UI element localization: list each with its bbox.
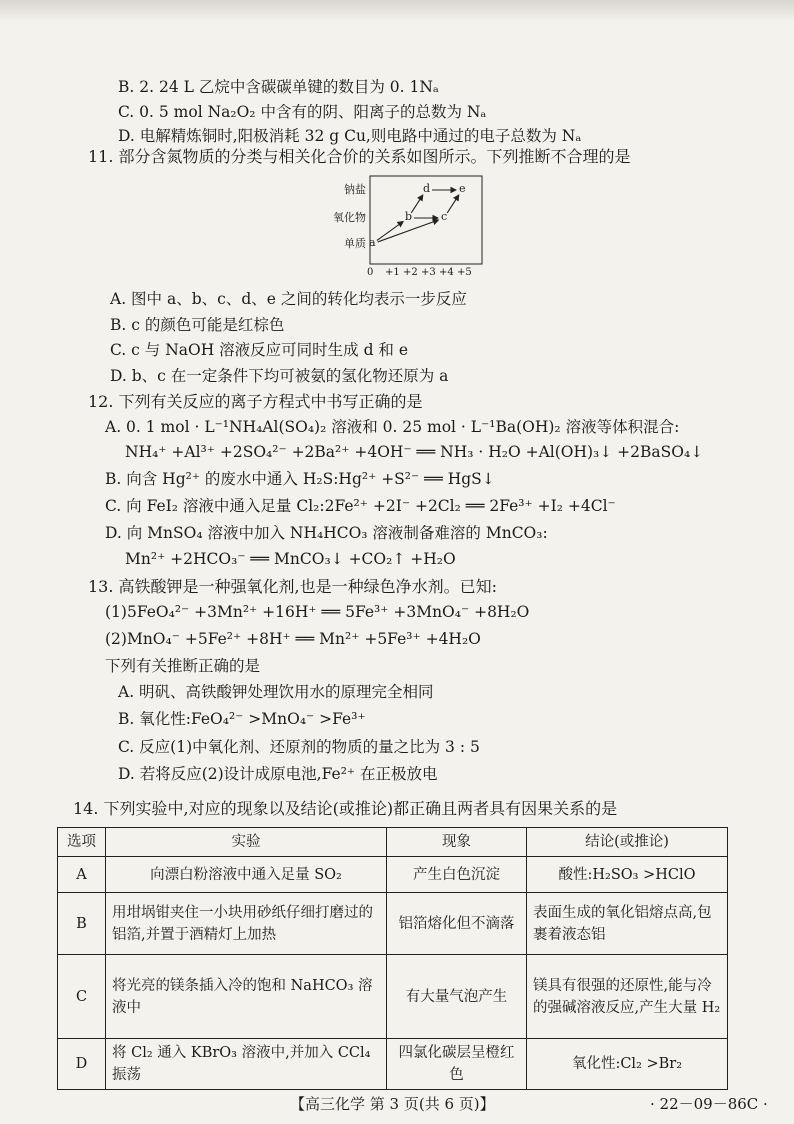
- q14-table: [57, 827, 728, 1090]
- q11-option-a: A. 图中 a、b、c、d、e 之间的转化均表示一步反应: [110, 290, 467, 308]
- row-a-experiment: 向漂白粉溶液中通入足量 SO₂: [106, 857, 387, 893]
- row-a-conclusion: 酸性:H₂SO₃ >HClO: [527, 857, 728, 893]
- table-row: [58, 857, 728, 893]
- row-b-phenomenon: 铝箔熔化但不滴落: [387, 893, 527, 955]
- y-tick-label: 氧化物: [333, 211, 366, 224]
- row-a-option: A: [58, 857, 106, 893]
- y-tick-label: 单质: [344, 237, 366, 250]
- x-tick-label: 0: [367, 267, 374, 278]
- q12-stem: 12. 下列有关反应的离子方程式中书写正确的是: [88, 392, 423, 411]
- row-c-phenomenon: 有大量气泡产生: [387, 955, 527, 1039]
- q13-option-b: B. 氧化性:FeO₄²⁻ >MnO₄⁻ >Fe³⁺: [118, 710, 366, 728]
- q10-option-b: B. 2. 24 L 乙烷中含碳碳单键的数目为 0. 1Nₐ: [118, 78, 439, 96]
- point-label-a: a: [369, 236, 376, 249]
- q11-option-c: C. c 与 NaOH 溶液反应可同时生成 d 和 e: [110, 341, 409, 359]
- row-c-experiment: 将光亮的镁条插入冷的饱和 NaHCO₃ 溶液中: [106, 955, 387, 1039]
- q13-prompt: 下列有关推断正确的是: [105, 657, 261, 675]
- point-label-b: b: [405, 210, 413, 223]
- q12-option-b: B. 向含 Hg²⁺ 的废水中通入 H₂S:Hg²⁺ +S²⁻ ══ HgS↓: [105, 470, 495, 488]
- table-row: [58, 955, 728, 1039]
- header-conclusion: 结论(或推论): [527, 828, 728, 857]
- q14-stem: 14. 下列实验中,对应的现象以及结论(或推论)都正确且两者具有因果关系的是: [73, 799, 618, 818]
- header-option: 选项: [58, 828, 106, 857]
- q12-option-c: C. 向 FeI₂ 溶液中通入足量 Cl₂:2Fe²⁺ +2I⁻ +2Cl₂ ══ 2Fe³⁺ +I₂ +4Cl⁻: [105, 497, 616, 515]
- point-label-d: d: [423, 182, 431, 195]
- table-row: [58, 893, 728, 955]
- q13-reaction-2: (2)MnO₄⁻ +5Fe²⁺ +8H⁺ ══ Mn²⁺ +5Fe³⁺ +4H₂O: [105, 630, 481, 648]
- point-label-c: c: [441, 210, 448, 223]
- x-tick-label: +5: [457, 267, 472, 278]
- q13-option-d: D. 若将反应(2)设计成原电池,Fe²⁺ 在正极放电: [118, 765, 438, 783]
- table-header-row: [58, 828, 728, 857]
- page-footer-title: 【高三化学 第 3 页(共 6 页)】: [290, 1095, 495, 1113]
- x-tick-label: +1: [385, 267, 400, 278]
- x-tick-label: +3: [421, 267, 436, 278]
- q12-option-d-equation: Mn²⁺ +2HCO₃⁻ ══ MnCO₃↓ +CO₂↑ +H₂O: [125, 550, 456, 568]
- row-d-phenomenon: 四氯化碳层呈橙红色: [387, 1039, 527, 1090]
- arrow-c-to-e: [447, 195, 459, 213]
- point-label-e: e: [459, 182, 466, 195]
- y-tick-label: 钠盐: [344, 183, 366, 196]
- arrow-b-to-d: [411, 195, 423, 213]
- x-tick-label: +2: [403, 267, 418, 278]
- scan-top-edge: [0, 0, 794, 22]
- page-footer-code: · 22－09－86C ·: [650, 1095, 768, 1113]
- q13-stem: 13. 高铁酸钾是一种强氧化剂,也是一种绿色净水剂。已知:: [88, 577, 498, 596]
- q11-stem: 11. 部分含氮物质的分类与相关化合价的关系如图所示。下列推断不合理的是: [88, 147, 631, 166]
- q11-chart: [322, 170, 492, 282]
- row-d-option: D: [58, 1039, 106, 1090]
- q10-option-d: D. 电解精炼铜时,阳极消耗 32 g Cu,则电路中通过的电子总数为 Nₐ: [118, 127, 582, 145]
- q11-option-b: B. c 的颜色可能是红棕色: [110, 316, 285, 334]
- row-b-conclusion: 表面生成的氧化铝熔点高,包裹着液态铝: [527, 893, 728, 955]
- row-c-option: C: [58, 955, 106, 1039]
- q13-option-c: C. 反应(1)中氧化剂、还原剂的物质的量之比为 3 : 5: [118, 738, 480, 756]
- q12-option-a: A. 0. 1 mol · L⁻¹NH₄Al(SO₄)₂ 溶液和 0. 25 mol · L⁻¹Ba(OH)₂ 溶液等体积混合:: [105, 418, 680, 436]
- q12-option-d: D. 向 MnSO₄ 溶液中加入 NH₄HCO₃ 溶液制备难溶的 MnCO₃:: [105, 524, 548, 542]
- header-experiment: 实验: [106, 828, 387, 857]
- row-d-experiment: 将 Cl₂ 通入 KBrO₃ 溶液中,并加入 CCl₄ 振荡: [106, 1039, 387, 1090]
- row-c-conclusion: 镁具有很强的还原性,能与冷的强碱溶液反应,产生大量 H₂: [527, 955, 728, 1039]
- arrow-a-to-c: [378, 220, 439, 242]
- q12-option-a-equation: NH₄⁺ +Al³⁺ +2SO₄²⁻ +2Ba²⁺ +4OH⁻ ══ NH₃ · H₂O +Al(OH)₃↓ +2BaSO₄↓: [125, 443, 704, 461]
- table-row: [58, 1039, 728, 1090]
- row-b-experiment: 用坩埚钳夹住一小块用砂纸仔细打磨过的铝箔,并置于酒精灯上加热: [106, 893, 387, 955]
- q11-option-d: D. b、c 在一定条件下均可被氨的氢化物还原为 a: [110, 367, 449, 385]
- row-a-phenomenon: 产生白色沉淀: [387, 857, 527, 893]
- row-d-conclusion: 氧化性:Cl₂ >Br₂: [527, 1039, 728, 1090]
- header-phenomenon: 现象: [387, 828, 527, 857]
- row-b-option: B: [58, 893, 106, 955]
- x-tick-label: +4: [439, 267, 454, 278]
- q13-option-a: A. 明矾、高铁酸钾处理饮用水的原理完全相同: [118, 683, 434, 701]
- q10-option-c: C. 0. 5 mol Na₂O₂ 中含有的阴、阳离子的总数为 Nₐ: [118, 103, 487, 121]
- q13-reaction-1: (1)5FeO₄²⁻ +3Mn²⁺ +16H⁺ ══ 5Fe³⁺ +3MnO₄⁻ +8H₂O: [105, 603, 530, 621]
